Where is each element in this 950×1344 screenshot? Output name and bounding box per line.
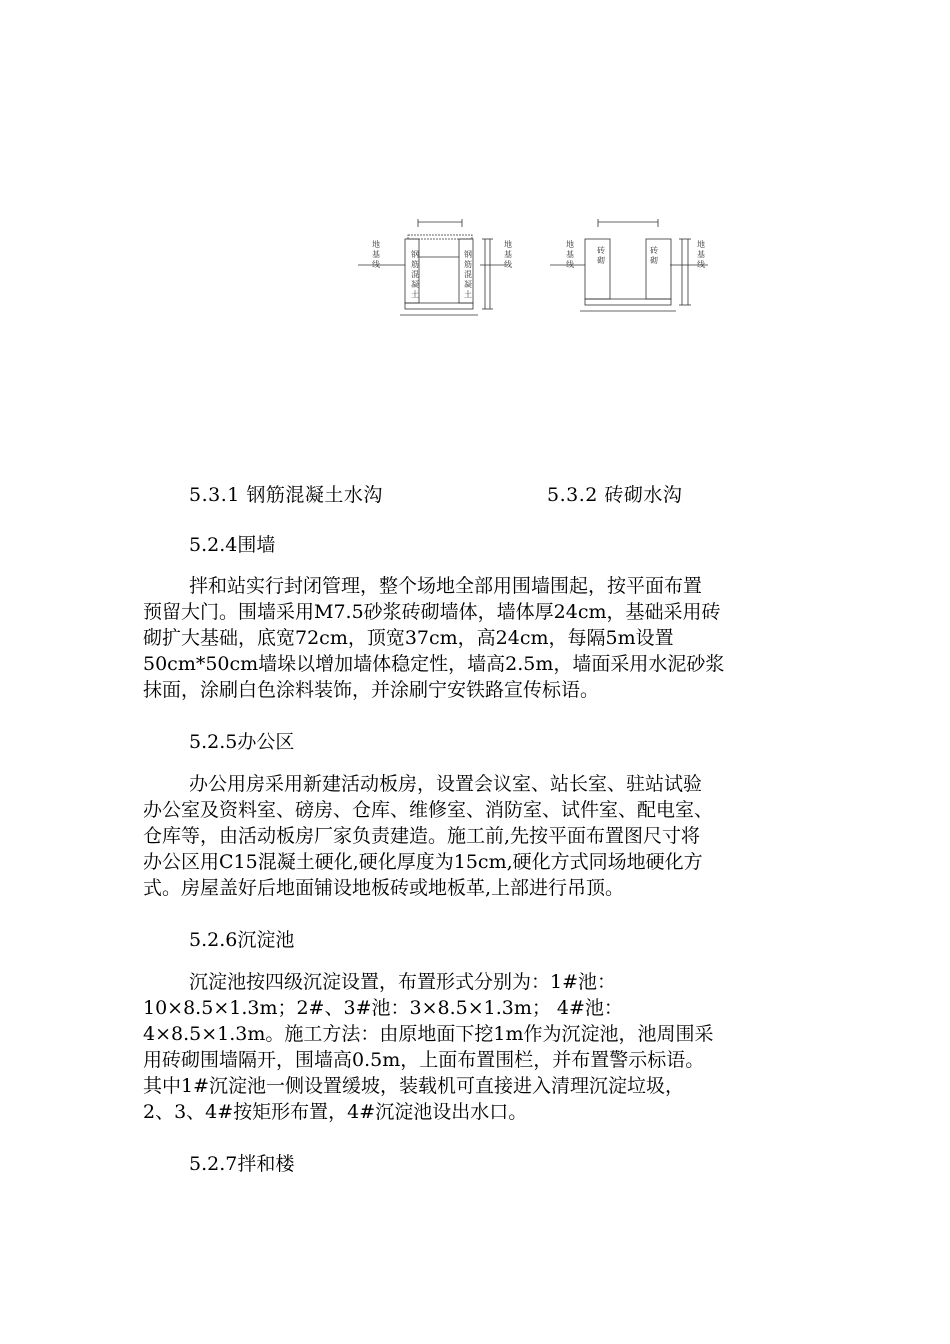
drainage-ditch-drawings bbox=[340, 205, 720, 330]
section-heading-office: 5.2.5办公区 bbox=[189, 731, 295, 753]
right-wall-label-right: 砖砌 bbox=[650, 246, 658, 265]
body-line: 式。房屋盖好后地面铺设地板砖或地板革,上部进行吊顶。 bbox=[143, 877, 625, 899]
body-line: 用砖砌围墙隔开，围墙高0.5m，上面布置围栏，并布置警示标语。 bbox=[143, 1049, 705, 1071]
body-line: 办公室及资料室、磅房、仓库、维修室、消防室、试件室、配电室、 bbox=[143, 799, 714, 821]
section-heading-wall: 5.2.4围墙 bbox=[189, 534, 276, 556]
caption-concrete-ditch: 5.3.1 钢筋混凝土水沟 bbox=[189, 484, 383, 506]
left-wall-label-right: 钢筋混凝土 bbox=[464, 250, 472, 299]
body-line: 砌扩大基础，底宽72cm，顶宽37cm，高24cm，每隔5m设置 bbox=[143, 627, 674, 649]
left-wall-label-left: 钢筋混凝土 bbox=[411, 250, 419, 299]
body-line: 沉淀池按四级沉淀设置，布置形式分别为：1#池： bbox=[189, 971, 617, 993]
body-line: 2、3、4#按矩形布置，4#沉淀池设出水口。 bbox=[143, 1101, 528, 1123]
caption-brick-ditch: 5.3.2 砖砌水沟 bbox=[547, 484, 683, 506]
body-line: 其中1#沉淀池一侧设置缓坡，装载机可直接进入清理沉淀垃圾， bbox=[143, 1075, 685, 1097]
body-line: 4×8.5×1.3m。施工方法：由原地面下挖1m作为沉淀池，池周围采 bbox=[143, 1023, 714, 1045]
right-wall-label-left: 砖砌 bbox=[597, 246, 605, 265]
section-body-sedimentation bbox=[143, 969, 808, 1125]
body-line: 预留大门。围墙采用M7.5砂浆砖砌墙体，墙体厚24cm，基础采用砖 bbox=[143, 601, 721, 623]
body-line: 仓库等，由活动板房厂家负责建造。施工前,先按平面布置图尺寸将 bbox=[143, 825, 701, 847]
body-line: 50cm*50cm墙垛以增加墙体稳定性，墙高2.5m，墙面采用水泥砂浆 bbox=[143, 653, 725, 675]
body-line: 抹面，涂刷白色涂料装饰，并涂刷宁安铁路宣传标语。 bbox=[143, 679, 600, 701]
body-line: 办公用房采用新建活动板房，设置会议室、站长室、驻站试验 bbox=[189, 773, 703, 795]
left-ground-label-right: 地基线 bbox=[504, 240, 512, 269]
section-body-office bbox=[143, 771, 808, 901]
body-line: 拌和站实行封闭管理，整个场地全部用围墙围起，按平面布置 bbox=[189, 575, 703, 597]
section-heading-sedimentation: 5.2.6沉淀池 bbox=[189, 929, 295, 951]
body-line: 10×8.5×1.3m；2#、3#池：3×8.5×1.3m； 4#池： bbox=[143, 997, 623, 1019]
section-body-wall bbox=[143, 573, 808, 703]
right-ground-label-right: 地基线 bbox=[697, 240, 705, 269]
left-ground-label-left: 地基线 bbox=[372, 240, 380, 269]
body-line: 办公区用C15混凝土硬化,硬化厚度为15cm,硬化方式同场地硬化方 bbox=[143, 851, 703, 873]
right-ground-label-left: 地基线 bbox=[566, 240, 574, 269]
section-heading-mixing-tower: 5.2.7拌和楼 bbox=[189, 1153, 295, 1175]
